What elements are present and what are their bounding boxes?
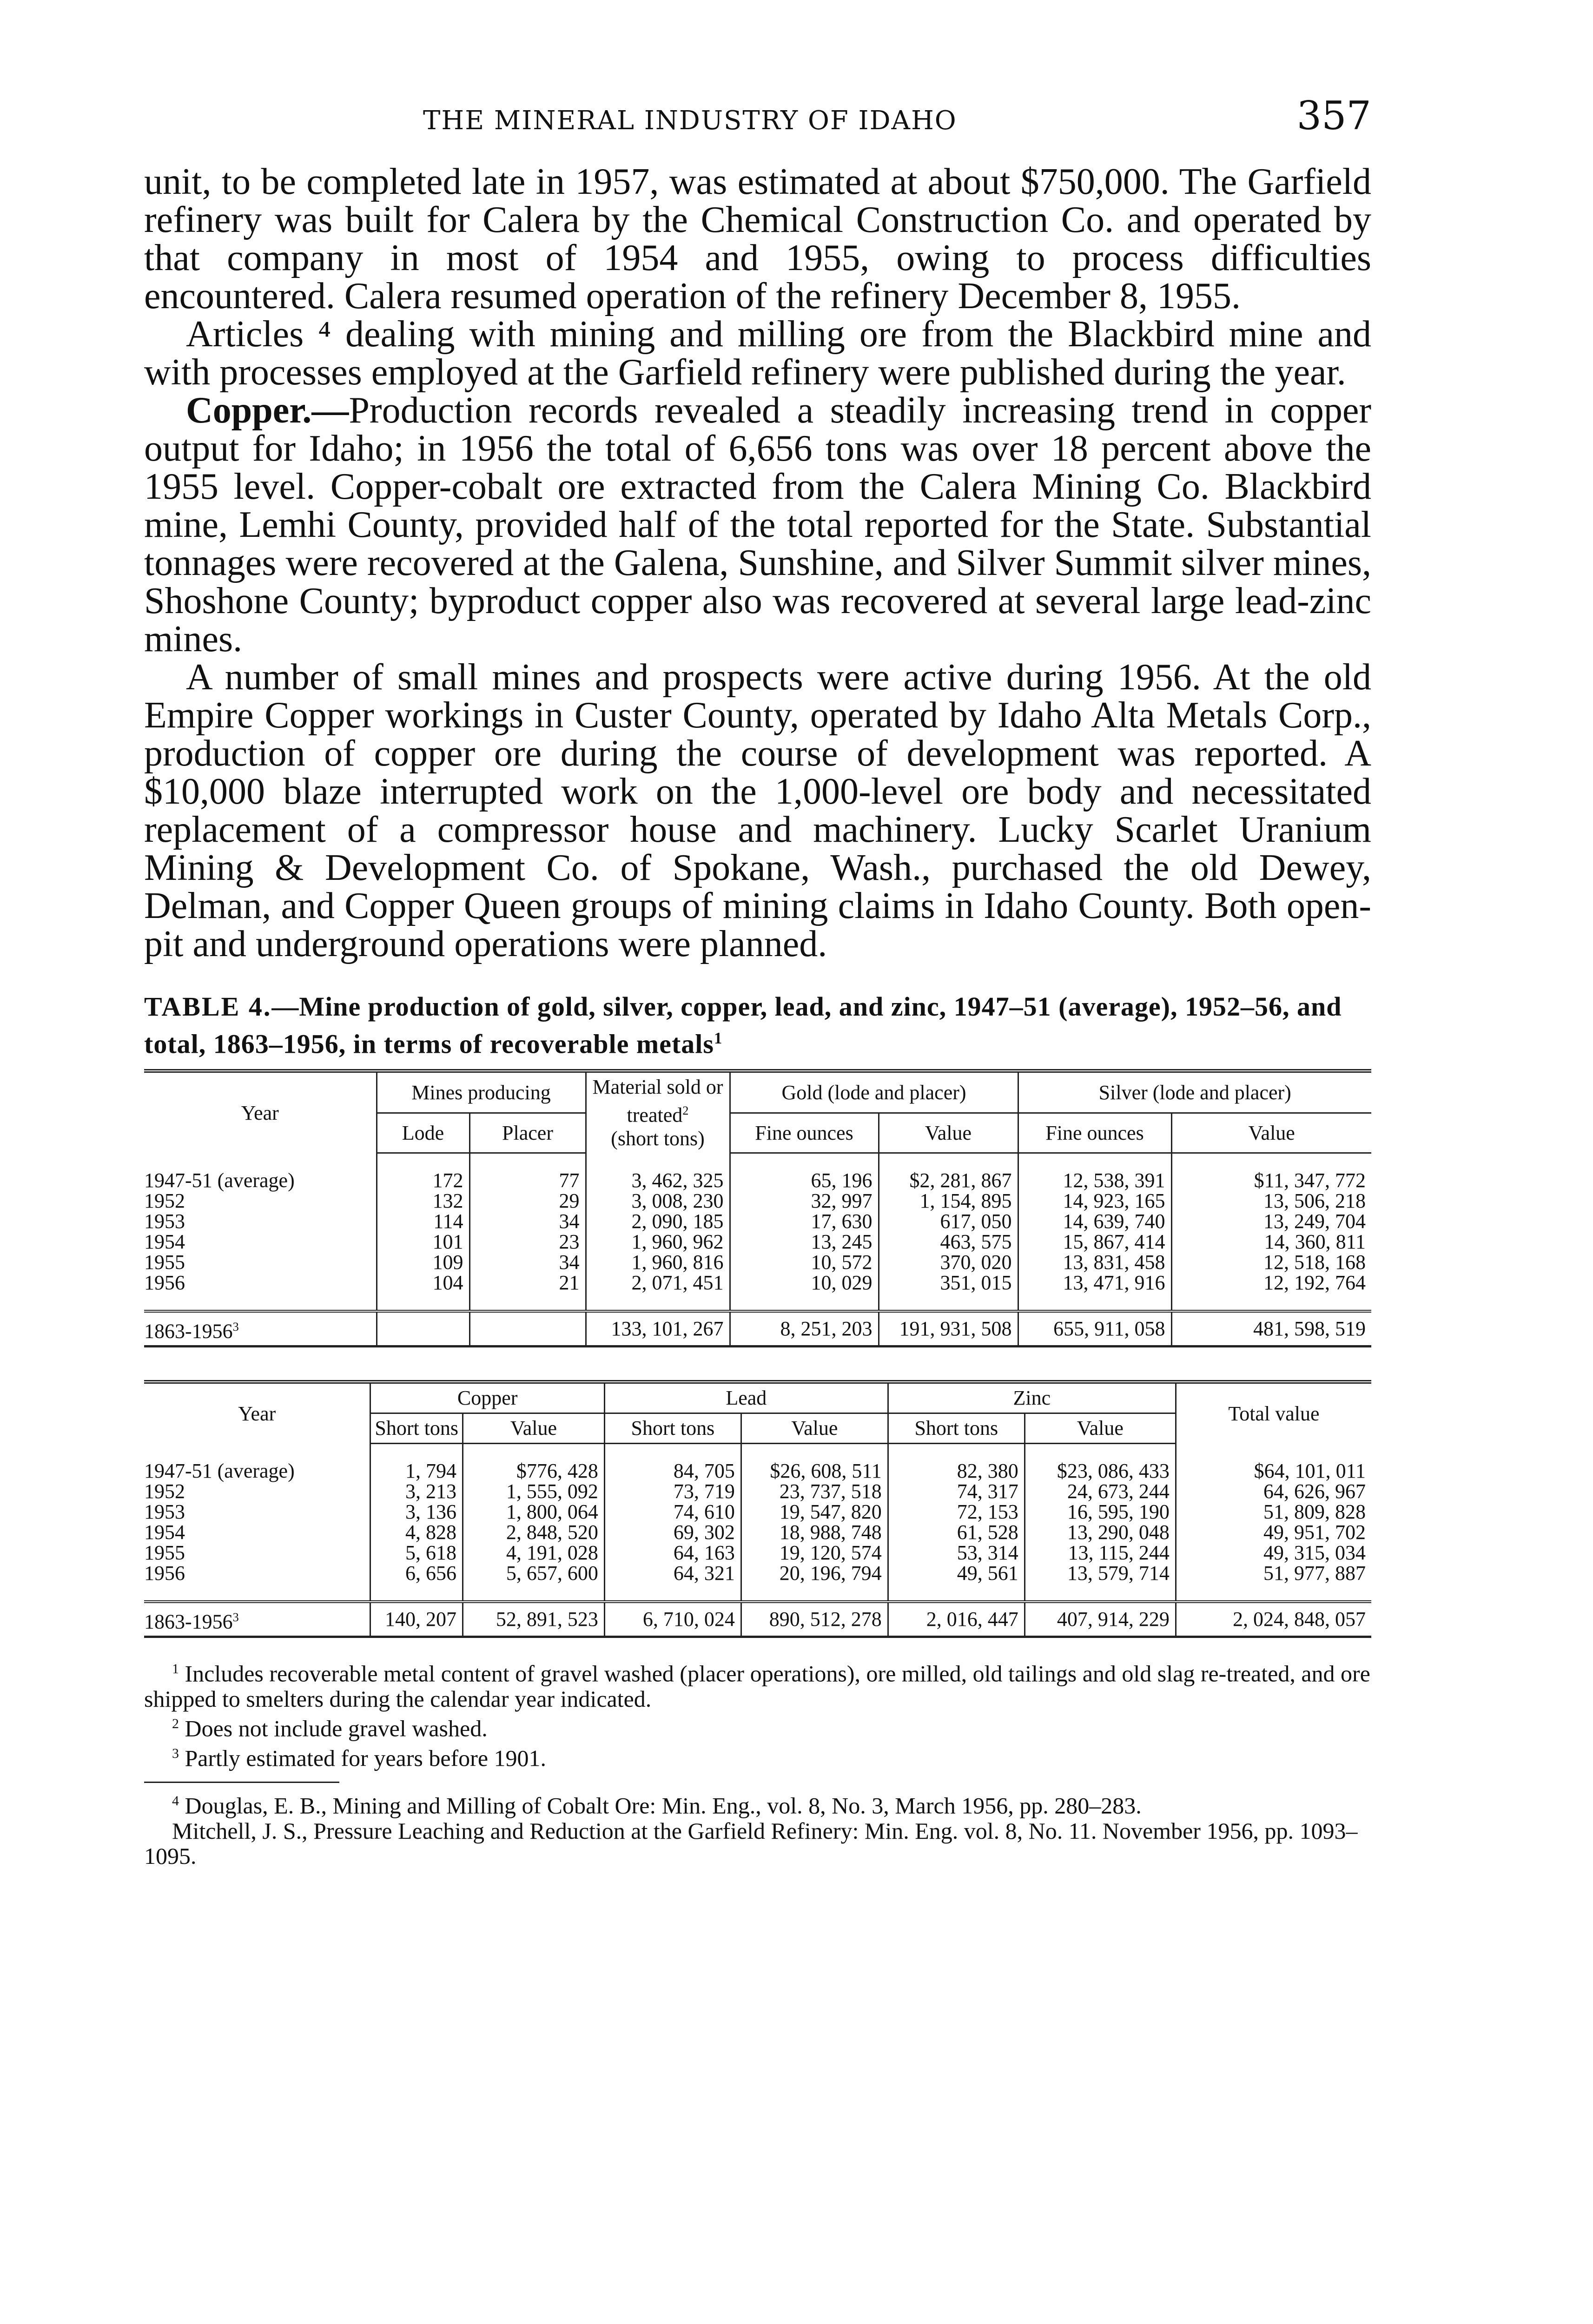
- part2-cell: 18, 988, 748: [741, 1522, 888, 1543]
- part1-cell: 104: [377, 1273, 469, 1293]
- part1-cell: 172: [377, 1170, 469, 1191]
- part2-cell: 84, 705: [604, 1461, 741, 1481]
- part2-cell: 1952: [144, 1480, 185, 1503]
- footnote-3: [144, 1741, 1371, 1771]
- part1-total-cell: 655, 911, 058: [1018, 1311, 1171, 1347]
- part1-cell: 17, 630: [730, 1211, 879, 1232]
- paragraph-4: A number of small mines and prospects were active during 1956. At the old Empire Copper workings in Custer County, operated by Idaho Alta Metals Corp., production of copper ore during the course of development was reported. A $10,000 blaze interrupted work on the 1,000-level ore body and necessitated replacement of a compressor house and machinery. Lucky Scarlet Uranium Mining & Development Co. of Spokane, Wash., purchased the old Dewey, Delman, and Copper Queen groups of mining claims in Idaho County. Both open-pit and underground operations were planned.: [144, 657, 1371, 964]
- part1-total-cell: [469, 1311, 586, 1347]
- reference-1-mark: 4: [172, 1793, 179, 1809]
- part2-total-cell: 890, 512, 278: [741, 1602, 888, 1637]
- col2-year: Year: [144, 1382, 370, 1444]
- part2-cell: 3, 136: [370, 1502, 463, 1522]
- part1-cell: 109: [377, 1252, 469, 1273]
- part2-cell: 1947-51 (average): [144, 1459, 295, 1483]
- part1-cell: 2, 071, 451: [586, 1273, 730, 1293]
- part2-cell: 74, 610: [604, 1502, 741, 1522]
- part2-cell: 61, 528: [888, 1522, 1025, 1543]
- part1-cell: 12, 518, 168: [1171, 1252, 1371, 1273]
- table-row: [144, 1522, 1371, 1543]
- part1-cell: 3, 008, 230: [586, 1191, 730, 1211]
- part2-cell: 64, 163: [604, 1543, 741, 1563]
- part2-cell: 72, 153: [888, 1502, 1025, 1522]
- part2-cell: 1, 555, 092: [463, 1481, 604, 1502]
- part2-cell: 49, 315, 034: [1176, 1543, 1371, 1563]
- table-row: [144, 1273, 1371, 1293]
- part1-total-cell: 8, 251, 203: [730, 1311, 879, 1347]
- part1-cell: 463, 575: [879, 1232, 1018, 1252]
- part2-total-label: [144, 1602, 370, 1637]
- part2-cell: 73, 719: [604, 1481, 741, 1502]
- part1-cell: 13, 831, 458: [1018, 1252, 1171, 1273]
- part1-cell: 1, 960, 816: [586, 1252, 730, 1273]
- part2-total-note: 3: [232, 1610, 239, 1624]
- part2-cell: $26, 608, 511: [741, 1461, 888, 1481]
- part1-total-note: 3: [232, 1320, 239, 1334]
- part1-cell: 1953: [144, 1210, 185, 1233]
- reference-2: [144, 1818, 1371, 1868]
- paragraph-3: [144, 391, 1371, 658]
- paragraph-3-text: Production records revealed a steadily increasing trend in copper output for Idaho; in 1956 the total of 6,656 tons was over 18 percent above the 1955 level. Copper-cobalt ore extracted from the Calera Mining Co. Blackbird mine, Lemhi County, provided half of the total reported for the State. Substantial tonnages were recovered at the Galena, Sunshine, and Silver Summit silver mines, Shoshone County; byproduct copper also was recovered at several large lead-zinc mines.: [144, 390, 1371, 660]
- col2-zinc: Zinc: [888, 1382, 1176, 1413]
- footnote-2: [144, 1711, 1371, 1741]
- part2-cell: 4, 828: [370, 1522, 463, 1543]
- col-material-note: 2: [682, 1103, 689, 1118]
- part1-cell: 1, 960, 962: [586, 1232, 730, 1252]
- part2-cell: 1954: [144, 1521, 185, 1544]
- part2-cell: 13, 579, 714: [1025, 1563, 1176, 1584]
- part2-total-year: 1863-1956: [144, 1610, 233, 1633]
- table-caption-note: 1: [714, 1029, 723, 1047]
- part1-cell: 77: [469, 1170, 586, 1191]
- part2-total-cell: 407, 914, 229: [1025, 1602, 1176, 1637]
- part1-cell: 34: [469, 1211, 586, 1232]
- part1-cell: 12, 538, 391: [1018, 1170, 1171, 1191]
- part2-cell: 49, 561: [888, 1563, 1025, 1584]
- part1-cell: 10, 029: [730, 1273, 879, 1293]
- part2-cell: 82, 380: [888, 1461, 1025, 1481]
- part1-cell: 132: [377, 1191, 469, 1211]
- part1-cell: 13, 249, 704: [1171, 1211, 1371, 1232]
- paragraph-1: unit, to be completed late in 1957, was estimated at about $750,000. The Garfield refinery was built for Calera by the Chemical Construction Co. and operated by that company in most of 1954 and 1955, owing to process difficulties encountered. Calera resumed operation of the refinery December 8, 1955.: [144, 161, 1371, 317]
- table-row: [144, 1232, 1371, 1252]
- part1-cell: 13, 245: [730, 1232, 879, 1252]
- part1-cell: 1954: [144, 1230, 185, 1254]
- part2-cell: 2, 848, 520: [463, 1522, 604, 1543]
- table-part-2: [144, 1380, 1371, 1638]
- footnote-3-text: Partly estimated for years before 1901.: [185, 1745, 547, 1771]
- table-row: [144, 1481, 1371, 1502]
- reference-2-text: Mitchell, J. S., Pressure Leaching and Reduction at the Garfield Refinery: Min. Eng. vol. 8, No. 11. November 1956, pp. 1093–1095.: [144, 1818, 1358, 1869]
- part2-cell: 49, 951, 702: [1176, 1522, 1371, 1543]
- table-part-1: [144, 1069, 1371, 1347]
- part2-cell: 1956: [144, 1562, 185, 1585]
- part1-total-label: [144, 1311, 377, 1347]
- part1-cell: 15, 867, 414: [1018, 1232, 1171, 1252]
- part1-cell: 114: [377, 1211, 469, 1232]
- copper-section-heading: Copper.—: [186, 390, 349, 431]
- part2-cell: 74, 317: [888, 1481, 1025, 1502]
- part2-total-cell: 6, 710, 024: [604, 1602, 741, 1637]
- part2-cell: 53, 314: [888, 1543, 1025, 1563]
- part2-cell: 16, 595, 190: [1025, 1502, 1176, 1522]
- table-footnotes: [144, 1657, 1371, 1868]
- footnote-3-mark: 3: [172, 1745, 179, 1761]
- part1-cell: 13, 506, 218: [1171, 1191, 1371, 1211]
- running-title: THE MINERAL INDUSTRY OF IDAHO: [423, 106, 957, 136]
- col-gold-fine-ounces: Fine ounces: [730, 1113, 879, 1153]
- part1-total-cell: [377, 1311, 469, 1347]
- col2-copper: Copper: [370, 1382, 604, 1413]
- part1-cell: 21: [469, 1273, 586, 1293]
- col-material-label: Material sold or treated: [592, 1076, 723, 1127]
- footnote-2-text: Does not include gravel washed.: [185, 1715, 488, 1742]
- part1-cell: 14, 923, 165: [1018, 1191, 1171, 1211]
- page-number: 357: [1296, 93, 1371, 139]
- col-gold: Gold (lode and placer): [730, 1071, 1018, 1113]
- part2-cell: 13, 115, 244: [1025, 1543, 1176, 1563]
- col2-zinc-short-tons: Short tons: [888, 1413, 1025, 1444]
- part1-cell: $11, 347, 772: [1171, 1170, 1371, 1191]
- part2-cell: 1, 800, 064: [463, 1502, 604, 1522]
- col-placer: Placer: [469, 1113, 586, 1153]
- reference-1-text: Douglas, E. B., Mining and Milling of Cobalt Ore: Min. Eng., vol. 8, No. 3, March 1956, pp. 280–283.: [185, 1793, 1142, 1819]
- col-material: [586, 1071, 730, 1153]
- part2-cell: $64, 101, 011: [1176, 1461, 1371, 1481]
- table-row: [144, 1252, 1371, 1273]
- part1-cell: 1955: [144, 1251, 185, 1274]
- part2-cell: 51, 977, 887: [1176, 1563, 1371, 1584]
- document-page: [144, 93, 1371, 1868]
- part1-total-year: 1863-1956: [144, 1320, 233, 1343]
- part2-cell: 4, 191, 028: [463, 1543, 604, 1563]
- part1-cell: 13, 471, 916: [1018, 1273, 1171, 1293]
- part1-total-cell: 133, 101, 267: [586, 1311, 730, 1347]
- part2-cell: 19, 120, 574: [741, 1543, 888, 1563]
- part2-cell: 64, 626, 967: [1176, 1481, 1371, 1502]
- part1-cell: 34: [469, 1252, 586, 1273]
- table-row: [144, 1191, 1371, 1211]
- col-mines-producing: Mines producing: [377, 1071, 586, 1113]
- part2-cell: 13, 290, 048: [1025, 1522, 1176, 1543]
- part1-cell: 351, 015: [879, 1273, 1018, 1293]
- part1-cell: 12, 192, 764: [1171, 1273, 1371, 1293]
- part1-cell: 23: [469, 1232, 586, 1252]
- table-caption: [144, 991, 1371, 1060]
- part2-cell: 1953: [144, 1500, 185, 1524]
- col-material-unit: (short tons): [611, 1127, 705, 1150]
- table-row: [144, 1502, 1371, 1522]
- table-row: [144, 1461, 1371, 1481]
- col2-copper-short-tons: Short tons: [370, 1413, 463, 1444]
- table-total-row: [144, 1602, 1371, 1637]
- table-row: [144, 1563, 1371, 1584]
- part2-cell: $776, 428: [463, 1461, 604, 1481]
- part1-total-cell: 191, 931, 508: [879, 1311, 1018, 1347]
- col-gold-value: Value: [879, 1113, 1018, 1153]
- table-total-row: [144, 1311, 1371, 1347]
- col-silver: Silver (lode and placer): [1018, 1071, 1371, 1113]
- paragraph-2: Articles ⁴ dealing with mining and milling ore from the Blackbird mine and with processes employed at the Garfield refinery were published during the year.: [144, 314, 1371, 393]
- col-silver-value: Value: [1171, 1113, 1371, 1153]
- part2-cell: 5, 618: [370, 1543, 463, 1563]
- col-year: Year: [144, 1071, 377, 1153]
- part1-cell: 29: [469, 1191, 586, 1211]
- part1-cell: 101: [377, 1232, 469, 1252]
- part2-cell: 5, 657, 600: [463, 1563, 604, 1584]
- col2-zinc-value: Value: [1025, 1413, 1176, 1444]
- part2-total-cell: 2, 016, 447: [888, 1602, 1025, 1637]
- part1-cell: 1947-51 (average): [144, 1169, 295, 1192]
- part1-cell: 2, 090, 185: [586, 1211, 730, 1232]
- part2-cell: 24, 673, 244: [1025, 1481, 1176, 1502]
- part1-cell: 617, 050: [879, 1211, 1018, 1232]
- table-label: TABLE 4.: [144, 991, 272, 1022]
- part2-cell: 3, 213: [370, 1481, 463, 1502]
- part2-cell: 64, 321: [604, 1563, 741, 1584]
- part1-cell: 14, 360, 811: [1171, 1232, 1371, 1252]
- part1-cell: 3, 462, 325: [586, 1170, 730, 1191]
- part1-cell: 1, 154, 895: [879, 1191, 1018, 1211]
- part1-cell: 32, 997: [730, 1191, 879, 1211]
- part1-cell: 10, 572: [730, 1252, 879, 1273]
- col2-lead: Lead: [604, 1382, 888, 1413]
- table-row: [144, 1170, 1371, 1191]
- col2-lead-value: Value: [741, 1413, 888, 1444]
- running-header: [144, 93, 1371, 144]
- part1-cell: 1956: [144, 1271, 185, 1294]
- footnote-1: [144, 1657, 1371, 1711]
- part2-cell: 69, 302: [604, 1522, 741, 1543]
- part2-total-cell: 52, 891, 523: [463, 1602, 604, 1637]
- part2-cell: 1, 794: [370, 1461, 463, 1481]
- part2-cell: 23, 737, 518: [741, 1481, 888, 1502]
- part2-cell: $23, 086, 433: [1025, 1461, 1176, 1481]
- part2-total-cell: 2, 024, 848, 057: [1176, 1602, 1371, 1637]
- table-caption-text: —Mine production of gold, silver, copper, lead, and zinc, 1947–51 (average), 1952–56, and total, 1863–1956, in terms of recoverable metals: [144, 991, 1342, 1059]
- part1-cell: 1952: [144, 1189, 185, 1213]
- footnote-divider: [144, 1782, 339, 1783]
- table-row: [144, 1543, 1371, 1563]
- col-silver-fine-ounces: Fine ounces: [1018, 1113, 1171, 1153]
- part2-cell: 19, 547, 820: [741, 1502, 888, 1522]
- col2-copper-value: Value: [463, 1413, 604, 1444]
- col2-lead-short-tons: Short tons: [604, 1413, 741, 1444]
- part2-cell: 20, 196, 794: [741, 1563, 888, 1584]
- part1-total-cell: 481, 598, 519: [1171, 1311, 1371, 1347]
- part1-cell: 65, 196: [730, 1170, 879, 1191]
- col-lode: Lode: [377, 1113, 469, 1153]
- part2-cell: 6, 656: [370, 1563, 463, 1584]
- part2-total-cell: 140, 207: [370, 1602, 463, 1637]
- reference-1: [144, 1789, 1371, 1818]
- footnote-1-mark: 1: [172, 1661, 179, 1677]
- part1-cell: 14, 639, 740: [1018, 1211, 1171, 1232]
- part1-cell: 370, 020: [879, 1252, 1018, 1273]
- col2-total-value: Total value: [1176, 1382, 1371, 1444]
- part1-cell: $2, 281, 867: [879, 1170, 1018, 1191]
- footnote-2-mark: 2: [172, 1716, 179, 1732]
- table-row: [144, 1211, 1371, 1232]
- part2-cell: 1955: [144, 1541, 185, 1565]
- footnote-1-text: Includes recoverable metal content of gravel washed (placer operations), ore milled, old tailings and old slag re-treated, and ore shipped to smelters during the calendar year indicated.: [144, 1661, 1370, 1712]
- part2-cell: 51, 809, 828: [1176, 1502, 1371, 1522]
